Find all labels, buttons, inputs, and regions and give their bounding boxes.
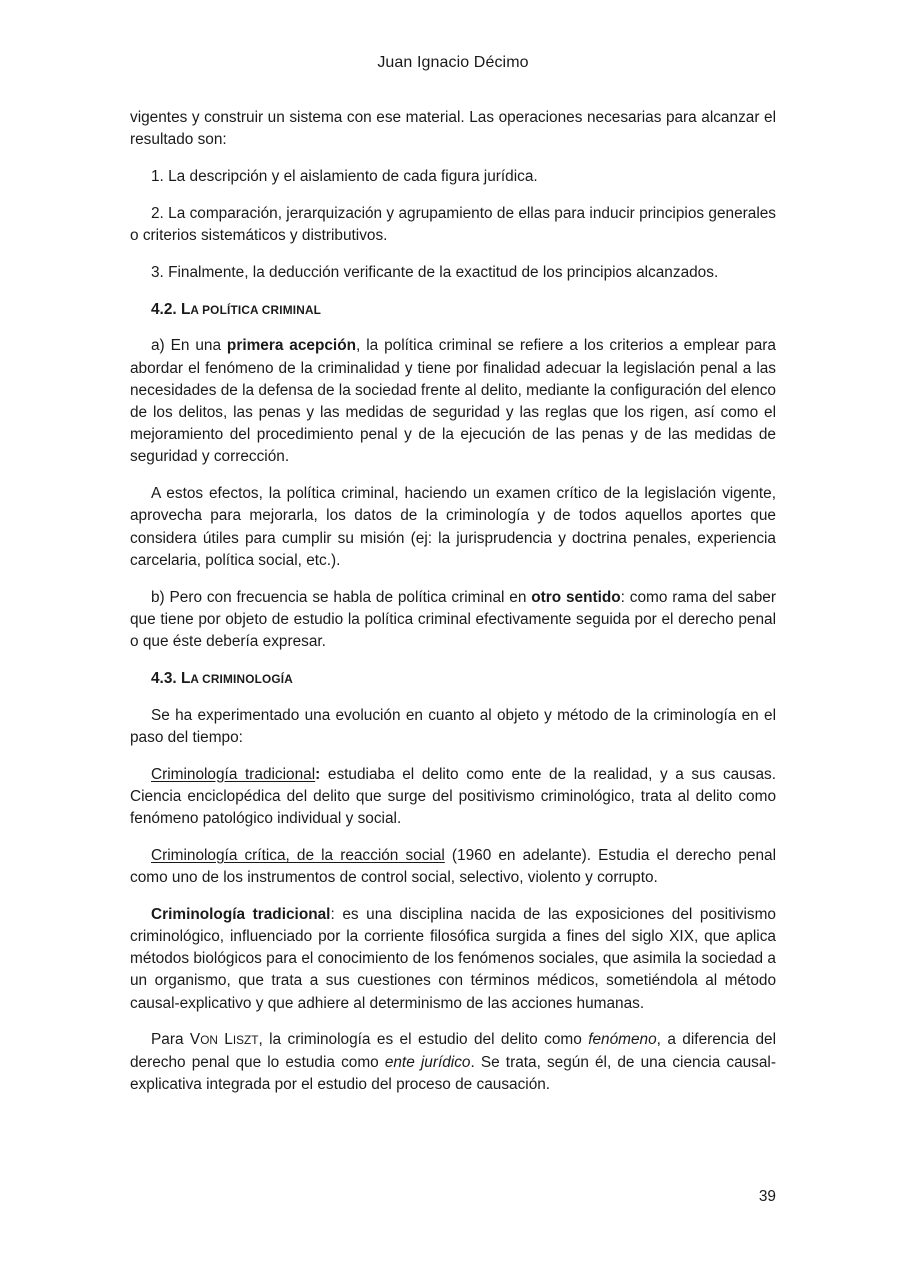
intro-paragraph: vigentes y construir un sistema con ese material. Las operaciones necesarias para alcanzar el resultado son: — [130, 109, 776, 149]
italic-term: fenómeno — [588, 1031, 657, 1049]
paragraph-otro-sentido: b) Pero con frecuencia se habla de política criminal en otro sentido: como rama del saber que tiene por objeto de estudio la política criminal efectivamente seguida por el derecho penal o que éste debería expresar. — [130, 588, 776, 651]
section-title: A POLÍTICA CRIMINAL — [190, 302, 322, 317]
paragraph-primera-acepcion: a) En una primera acepción, la política criminal se refiere a los criterios a emplear para abordar el fenómeno de la criminalidad y tiene por finalidad adecuar la legislación penal a las necesidades de la defensa de la sociedad frente al delito, mediante la configuración del elenco de los delitos, las penas y las medidas de seguridad y las reglas que los rigen, así como el mejoramiento del procedimiento penal y de la ejecución de las penas y de las medidas de seguridad y corrección. — [130, 337, 776, 466]
bold-term: otro sentido — [531, 588, 621, 606]
paragraph-evolucion: Se ha experimentado una evolución en cuanto al objeto y método de la criminología en el paso del tiempo: — [130, 706, 776, 746]
section-heading-politica-criminal — [130, 299, 776, 321]
paragraph-criminologia-critica: Criminología crítica, de la reacción social (1960 en adelante). Estudia el derecho penal como uno de los instrumentos de control social, selectivo, violento y corrupto. — [130, 846, 776, 887]
paragraph-criminologia-tradicional-detalle: Criminología tradicional: es una disciplina nacida de las exposiciones del positivismo criminológico, influenciado por la corriente filosófica surgida a fines del siglo XIX, que aplica métodos biológicos para el conocimiento de los fenómenos sociales, que asimila la sociedad a un organismo, que trata a sus cuestiones con términos médicos, sometiéndola al método causal-explicativo y que adhiere al determinismo de las acciones humanas. — [130, 905, 776, 1012]
bold-term: primera acepción — [226, 337, 357, 355]
list-item: 2. La comparación, jerarquización y agrupamiento de ellas para inducir principios generales o criterios sistemáticos y distributivos. — [130, 204, 776, 244]
section-heading-criminologia — [130, 668, 776, 690]
page-header-author: Juan Ignacio Décimo — [377, 54, 529, 71]
section-number: 4.2. L — [151, 300, 191, 318]
paragraph-estos-efectos: A estos efectos, la política criminal, haciendo un examen crítico de la legislación vigente, aprovecha para mejorarla, los datos de la criminología y de todos aquellos aportes que considera útiles para cumplir su misión (ej: la jurisprudencia y doctrina penales, experiencia carcelaria, política social, etc.). — [130, 485, 776, 569]
underlined-term: Criminología crítica, de la reacción social — [151, 846, 445, 864]
paragraph-criminologia-tradicional-def: Criminología tradicional: estudiaba el delito como ente de la realidad, y a sus causas. Ciencia enciclopédica del delito que surge del positivismo criminológico, trata al delito como fenómeno patológico individual y social. — [130, 765, 776, 828]
page-number: 39 — [758, 1188, 776, 1205]
list-item: 1. La descripción y el aislamiento de cada figura jurídica. — [151, 168, 538, 185]
page-body — [130, 107, 776, 1111]
italic-term: ente jurídico — [384, 1053, 471, 1071]
author-name-von-liszt: VON LISZT — [189, 1031, 259, 1049]
bold-term: Criminología tradicional — [151, 905, 331, 923]
paragraph-von-liszt: Para VON LISZT, la criminología es el estudio del delito como fenómeno, a diferencia del derecho penal que lo estudia como ente jurídico. Se trata, según él, de una ciencia causal-explicativa integrada por el estudio del proceso de causación. — [130, 1031, 776, 1093]
underlined-term: Criminología tradicional — [151, 765, 316, 783]
list-item: 3. Finalmente, la deducción verificante de la exactitud de los principios alcanzados. — [151, 263, 719, 281]
section-title: A CRIMINOLOGÍA — [190, 671, 293, 686]
section-number: 4.3. L — [151, 669, 191, 687]
